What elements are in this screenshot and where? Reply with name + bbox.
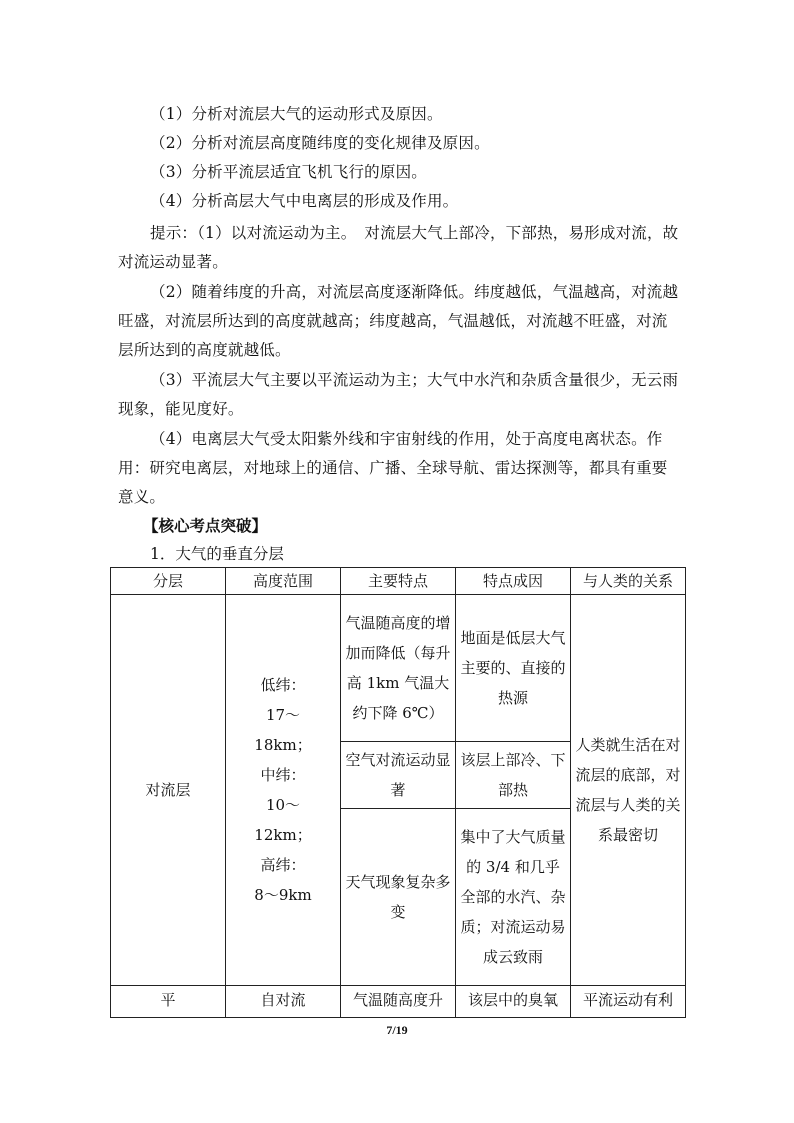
height-line: 18km；: [254, 736, 312, 754]
subsection-title: 1．大气的垂直分层: [150, 545, 284, 563]
cause-cell-cold-top: 该层上部冷、下部热: [456, 742, 571, 809]
height-line: 中纬：: [260, 766, 306, 784]
stratosphere-height-cell: 自对流: [226, 986, 341, 1018]
height-line: 17～: [265, 706, 301, 724]
feature-cell-convection: 空气对流运动显著: [341, 742, 456, 809]
question-1: （1）分析对流层大气的运动形式及原因。: [150, 105, 443, 123]
hint-1: 提示：（1）以对流运动为主。 对流层大气上部冷，下部热，易形成对流，故对流运动显著。: [118, 224, 679, 271]
height-line: 12km；: [254, 826, 312, 844]
hint-4: （4）电离层大气受太阳紫外线和宇宙射线的作用，处于高度电离状态。作用：研究电离层，对地球上的通信、广播、全球导航、雷达探测等，都具有重要意义。: [118, 430, 668, 506]
stratosphere-relation-cell: 平流运动有利: [571, 986, 686, 1018]
header-relation: 与人类的关系: [571, 568, 686, 595]
question-4: （4）分析高层大气中电离层的形成及作用。: [150, 192, 459, 210]
question-2: （2）分析对流层高度随纬度的变化规律及原因。: [150, 134, 490, 152]
troposphere-height-cell: [226, 595, 341, 986]
table-row: [111, 986, 686, 1018]
stratosphere-layer-cell: 平: [111, 986, 226, 1018]
atmosphere-layers-table: [110, 567, 686, 1018]
stratosphere-feature-cell: 气温随高度升: [341, 986, 456, 1018]
height-line: 高纬：: [260, 856, 306, 874]
table-row: [111, 595, 686, 742]
section-title: 【核心考点突破】: [143, 516, 268, 535]
cause-cell-heat-source: 地面是低层大气主要的、直接的热源: [456, 595, 571, 742]
height-line: 低纬：: [260, 676, 306, 694]
table-header-row: [111, 568, 686, 595]
troposphere-layer-cell: 对流层: [111, 595, 226, 986]
hint-2: （2）随着纬度的升高，对流层高度逐渐降低。纬度越低，气温越高，对流越旺盛，对流层所达到的高度就越高；纬度越高，气温越低，对流越不旺盛，对流层所达到的高度就越低。: [118, 283, 679, 359]
stratosphere-cause-cell: 该层中的臭氧: [456, 986, 571, 1018]
height-line: 10～: [265, 796, 301, 814]
header-causes: 特点成因: [456, 568, 571, 595]
header-features: 主要特点: [341, 568, 456, 595]
feature-cell-weather: 天气现象复杂多变: [341, 809, 456, 986]
header-layer: 分层: [111, 568, 226, 595]
header-height: 高度范围: [226, 568, 341, 595]
hint-3: （3）平流层大气主要以平流运动为主；大气中水汽和杂质含量很少，无云雨现象，能见度好。: [118, 371, 679, 418]
feature-cell-temperature: 气温随高度的增加而降低（每升高 1km 气温大约下降 6℃）: [341, 595, 456, 742]
cause-cell-water-vapor: 集中了大气质量的 3/4 和几乎全部的水汽、杂质；对流运动易成云致雨: [456, 809, 571, 986]
height-line: 8～9km: [254, 886, 312, 904]
troposphere-relation-cell: 人类就生活在对流层的底部，对流层与人类的关系最密切: [571, 595, 686, 986]
page-number: 7/19: [386, 1023, 408, 1037]
question-3: （3）分析平流层适宜飞机飞行的原因。: [150, 163, 427, 181]
